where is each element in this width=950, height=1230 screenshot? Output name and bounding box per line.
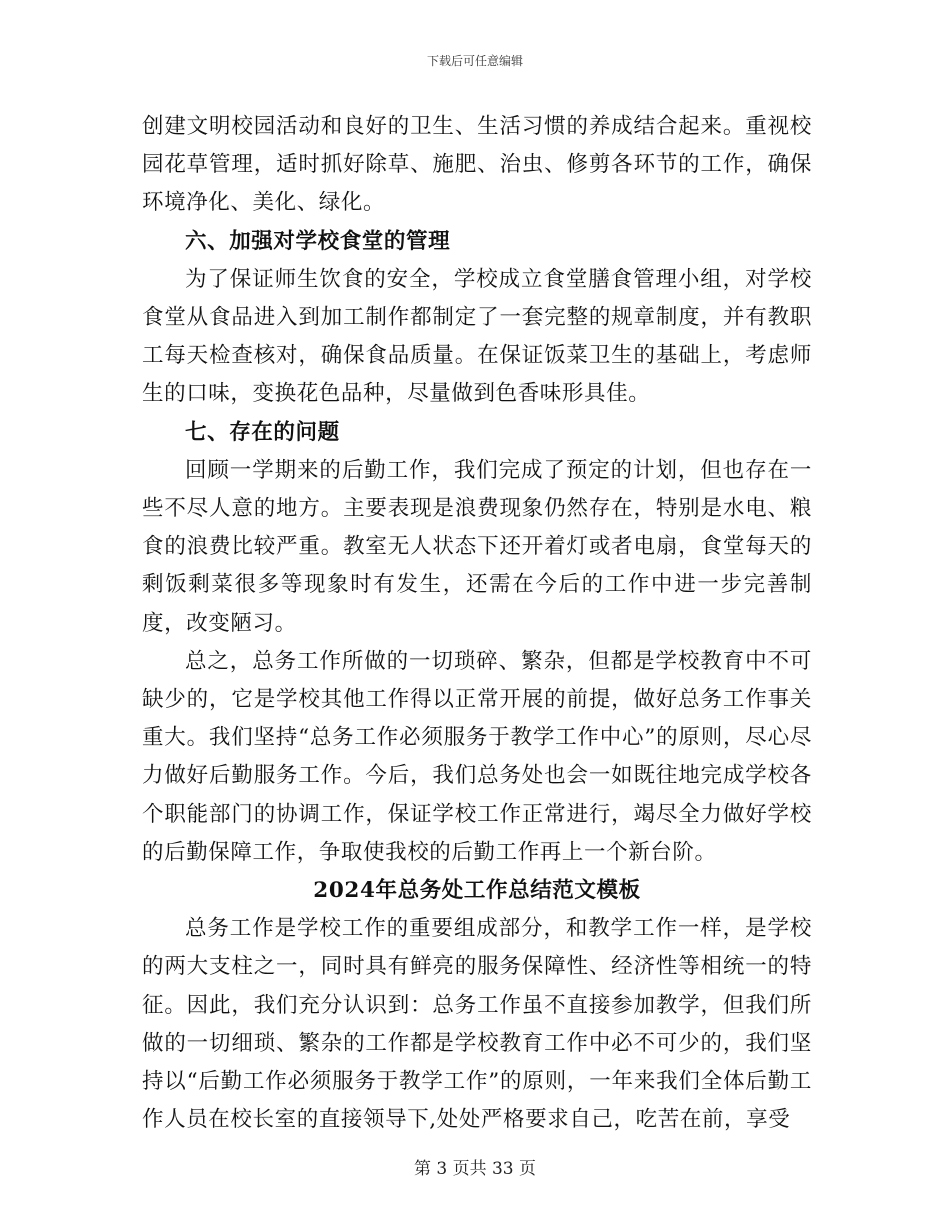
document-title: 2024年总务处工作总结范文模板 [313, 878, 641, 904]
paragraph-campus-environment: 创建文明校园活动和良好的卫生、生活习惯的养成结合起来。重视校园花草管理，适时抓好除草、施肥、治虫、修剪各环节的工作，确保环境净化、美化、绿化。 [142, 114, 812, 216]
paragraph-canteen-management: 为了保证师生饮食的安全，学校成立食堂膳食管理小组，对学校食堂从食品进入到加工制作都制定了一套完整的规章制度，并有教职工每天检查核对，确保食品质量。在保证饭菜卫生的基础上，考虑师生的口味，变换花色品种，尽量做到色香味形具佳。 [142, 266, 812, 407]
page-footer: 第 3 页共 33 页 [413, 1159, 537, 1179]
paragraph-problems: 回顾一学期来的后勤工作，我们完成了预定的计划，但也存在一些不尽人意的地方。主要表现是浪费现象仍然存在，特别是水电、粮食的浪费比较严重。教室无人状态下还开着灯或者电扇，食堂每天的剩饭剩菜很多等现象时有发生，还需在今后的工作中进一步完善制度，改变陋习。 [142, 457, 812, 636]
paragraph-intro: 总务工作是学校工作的重要组成部分，和教学工作一样，是学校的两大支柱之一，同时具有鲜亮的服务保障性、经济性等相统一的特征。因此，我们充分认识到：总务工作虽不直接参加教学，但我们所做的一切细琐、繁杂的工作都是学校教育工作中必不可少的，我们坚持以“后勤工作必须服务于教学工作”的原则，一年来我们全体后勤工作人员在校长室的直接领导下,处处严格要求自己，吃苦在前，享受 [142, 916, 812, 1133]
section-heading-problems: 七、存在的问题 [185, 419, 340, 445]
page-header: 下载后可任意编辑 [426, 54, 523, 68]
paragraph-conclusion: 总之，总务工作所做的一切琐碎、繁杂，但都是学校教育中不可缺少的，它是学校其他工作得以正常开展的前提，做好总务工作事关重大。我们坚持“总务工作必须服务于教学工作中心”的原则，尽心尽力做好后勤服务工作。今后，我们总务处也会一如既往地完成学校各个职能部门的协调工作，保证学校工作正常进行，竭尽全力做好学校的后勤保障工作，争取使我校的后勤工作再上一个新台阶。 [142, 648, 812, 865]
document-body [142, 108, 812, 1139]
section-heading-canteen: 六、加强对学校食堂的管理 [185, 228, 451, 254]
